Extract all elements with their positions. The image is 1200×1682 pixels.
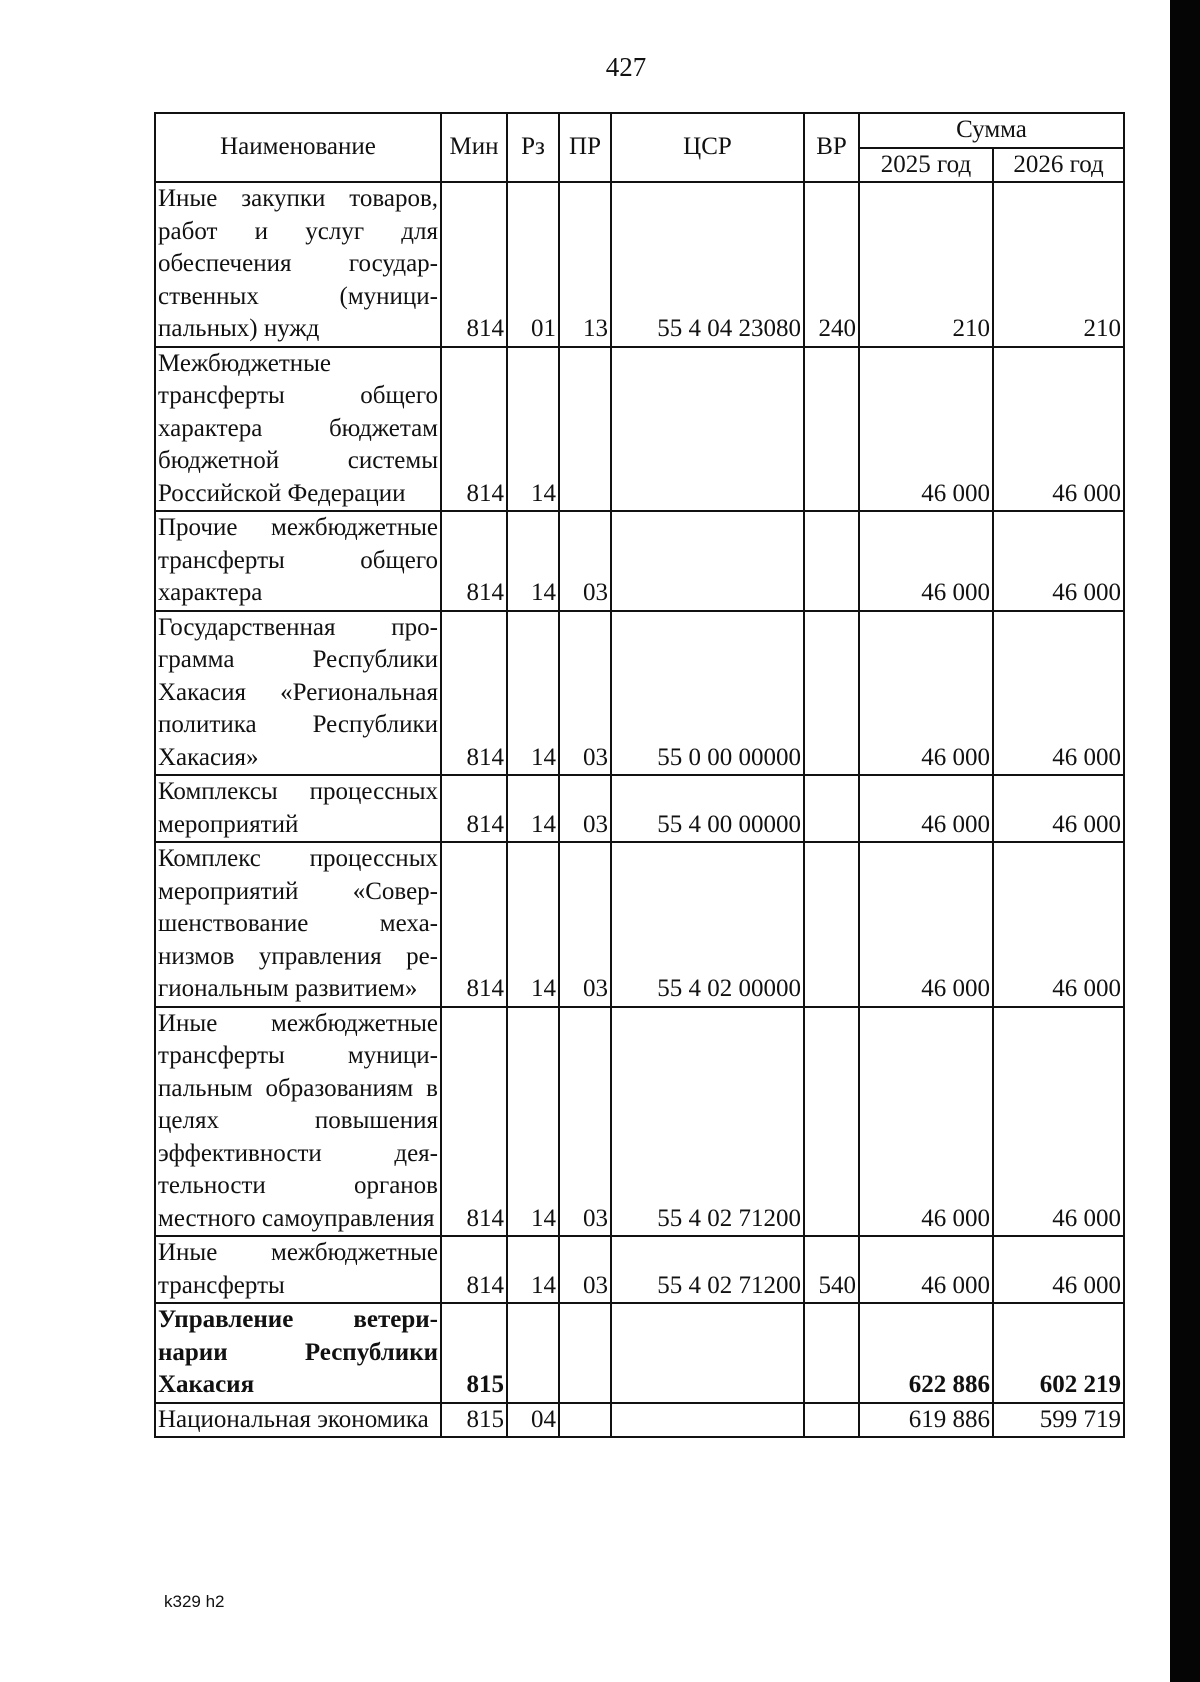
cell-csr: 55 0 00 00000 [611,611,804,776]
cell-min: 814 [441,511,507,611]
cell-rz: 14 [507,347,559,512]
cell-csr [611,1303,804,1403]
cell-csr [611,511,804,611]
table-row [155,182,1124,347]
cell-min: 815 [441,1403,507,1438]
cell-min: 814 [441,1007,507,1237]
header-2026: 2026 год [993,148,1124,183]
cell-min: 814 [441,842,507,1007]
cell-rz: 14 [507,511,559,611]
cell-y2026: 599 719 [993,1403,1124,1438]
cell-rz: 14 [507,611,559,776]
cell-y2026: 46 000 [993,775,1124,842]
cell-pr: 03 [559,511,611,611]
table-row [155,775,1124,842]
cell-min: 814 [441,775,507,842]
cell-min: 815 [441,1303,507,1403]
cell-rz: 14 [507,1007,559,1237]
cell-csr: 55 4 04 23080 [611,182,804,347]
cell-y2026: 602 219 [993,1303,1124,1403]
cell-pr: 13 [559,182,611,347]
cell-pr: 03 [559,775,611,842]
cell-y2026: 46 000 [993,347,1124,512]
cell-min: 814 [441,611,507,776]
cell-vr [804,511,859,611]
cell-rz: 01 [507,182,559,347]
cell-rz: 04 [507,1403,559,1438]
cell-pr: 03 [559,842,611,1007]
cell-name: Управление ветеринарии Республики Хакасия [155,1303,441,1403]
footer-code: k329 h2 [164,1592,225,1611]
table-row [155,1403,1124,1438]
table-row [155,611,1124,776]
cell-vr [804,347,859,512]
table-row [155,1236,1124,1303]
cell-csr: 55 4 00 00000 [611,775,804,842]
table-row [155,1303,1124,1403]
cell-vr: 540 [804,1236,859,1303]
cell-vr [804,1303,859,1403]
cell-y2026: 46 000 [993,611,1124,776]
cell-csr: 55 4 02 00000 [611,842,804,1007]
cell-pr [559,1403,611,1438]
cell-rz: 14 [507,1236,559,1303]
cell-csr: 55 4 02 71200 [611,1236,804,1303]
cell-min: 814 [441,182,507,347]
cell-name: Национальная экономика [155,1403,441,1438]
cell-y2025: 46 000 [859,775,993,842]
table-row [155,842,1124,1007]
cell-name: Иные закупки товаров, работ и услуг для обеспечения государственных (муниципальных) нужд [155,182,441,347]
header-sum: Сумма [859,113,1124,148]
cell-y2026: 46 000 [993,1007,1124,1237]
cell-name: Иные межбюджетные трансферты муниципальным образованиям в целях повышения эффективности деятельности органов местного самоуправления [155,1007,441,1237]
cell-rz: 14 [507,775,559,842]
header-rz: Рз [507,113,559,182]
cell-name: Иные межбюджетные трансферты [155,1236,441,1303]
table-body [155,182,1124,1437]
cell-y2026: 210 [993,182,1124,347]
table-row [155,511,1124,611]
cell-csr [611,347,804,512]
budget-table [154,112,1125,1438]
cell-y2025: 46 000 [859,1236,993,1303]
cell-y2025: 46 000 [859,347,993,512]
cell-min: 814 [441,1236,507,1303]
cell-y2025: 619 886 [859,1403,993,1438]
cell-pr: 03 [559,1007,611,1237]
cell-csr: 55 4 02 71200 [611,1007,804,1237]
scan-edge-shadow [1170,0,1200,1682]
cell-y2025: 46 000 [859,1007,993,1237]
cell-vr [804,775,859,842]
cell-y2025: 46 000 [859,611,993,776]
cell-vr [804,842,859,1007]
cell-name: Государственная программа Республики Хакасия «Региональная политика Республики Хакасия» [155,611,441,776]
cell-y2025: 210 [859,182,993,347]
cell-name: Комплекс процессных мероприятий «Совершенствование механизмов управления региональным развитием» [155,842,441,1007]
header-vr: ВР [804,113,859,182]
header-min: Мин [441,113,507,182]
cell-pr [559,1303,611,1403]
cell-pr: 03 [559,1236,611,1303]
cell-csr [611,1403,804,1438]
cell-y2025: 46 000 [859,842,993,1007]
cell-y2025: 46 000 [859,511,993,611]
cell-y2026: 46 000 [993,1236,1124,1303]
cell-name: Межбюджетные трансферты общего характера бюджетам бюджетной системы Российской Федерации [155,347,441,512]
cell-pr: 03 [559,611,611,776]
cell-vr [804,1403,859,1438]
cell-y2025: 622 886 [859,1303,993,1403]
cell-y2026: 46 000 [993,842,1124,1007]
cell-vr: 240 [804,182,859,347]
table-row [155,1007,1124,1237]
cell-name: Комплексы процессных мероприятий [155,775,441,842]
header-csr: ЦСР [611,113,804,182]
cell-vr [804,611,859,776]
header-2025: 2025 год [859,148,993,183]
cell-vr [804,1007,859,1237]
cell-rz [507,1303,559,1403]
cell-name: Прочие межбюджетные трансферты общего характера [155,511,441,611]
cell-rz: 14 [507,842,559,1007]
cell-pr [559,347,611,512]
table-row [155,347,1124,512]
cell-min: 814 [441,347,507,512]
cell-y2026: 46 000 [993,511,1124,611]
page-number: 427 [605,52,647,82]
header-pr: ПР [559,113,611,182]
header-name: Наименование [155,113,441,182]
